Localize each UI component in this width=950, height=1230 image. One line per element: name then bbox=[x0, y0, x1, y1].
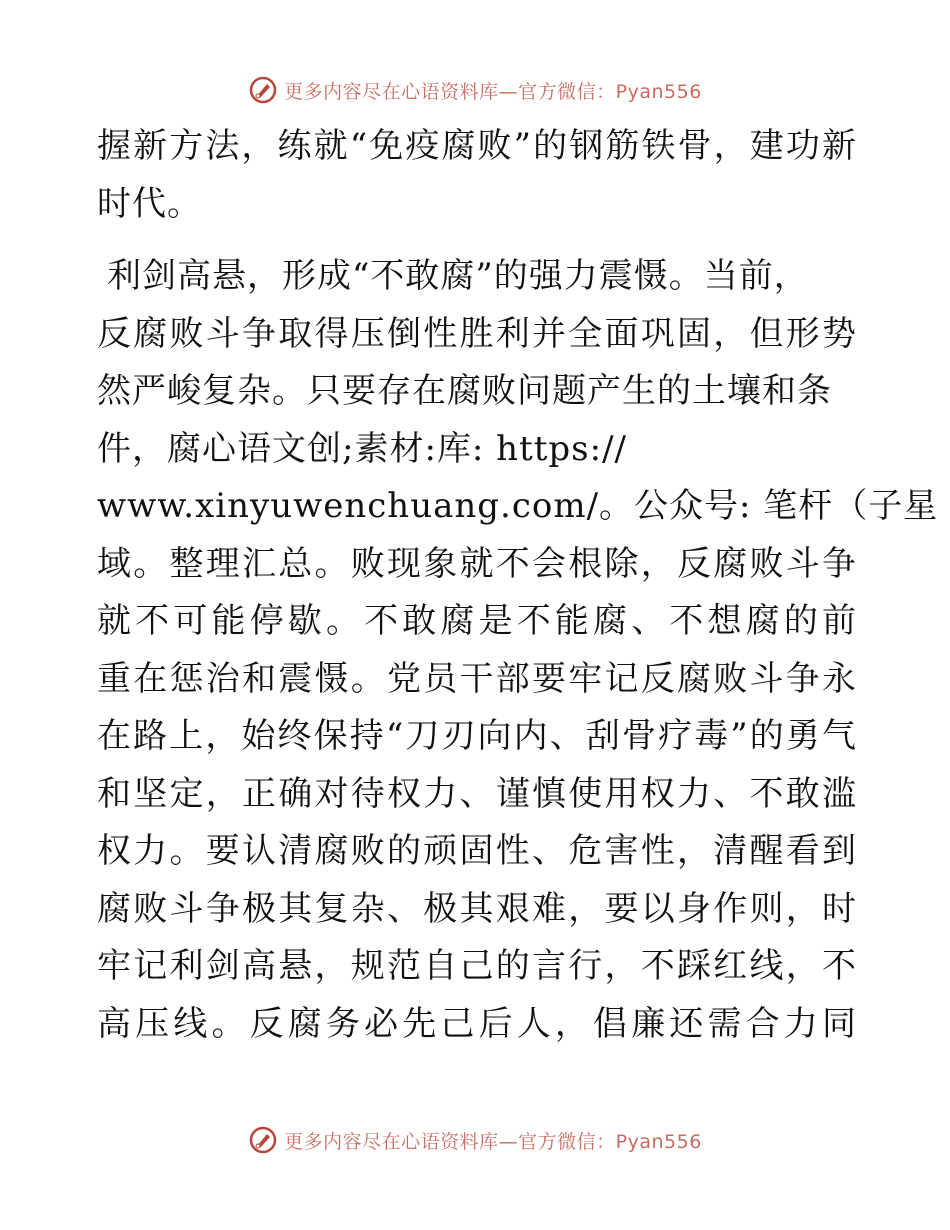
text-line: 和坚定，正确对待权力、谨慎使用权力、不敢滥 bbox=[97, 773, 857, 814]
text-line: 重在惩治和震慑。党员干部要牢记反腐败斗争永 bbox=[97, 658, 857, 699]
pen-nib-logo-icon bbox=[248, 1125, 278, 1155]
header-banner bbox=[0, 70, 950, 110]
text-line: 权力。要认清腐败的顽固性、危害性，清醒看到 bbox=[97, 831, 857, 871]
text-line: 然严峻复杂。只要存在腐败问题产生的土壤和条 bbox=[97, 371, 832, 411]
text-line: 时代。 bbox=[97, 183, 202, 224]
text-line: 反腐败斗争取得压倒性胜利并全面巩固，但形势 bbox=[97, 313, 857, 354]
text-line: 件，腐心语文创;素材:库: https:// bbox=[97, 428, 627, 469]
text-line: 就不可能停歇。不敢腐是不能腐、不想腐的前 bbox=[97, 601, 857, 641]
text-line: 高压线。反腐务必先己后人，倡廉还需合力同 bbox=[97, 1003, 857, 1044]
pen-nib-logo-icon bbox=[248, 75, 278, 105]
text-line: 利剑高悬，形成“不敢腐”的强力震慑。当前， bbox=[107, 256, 809, 296]
document-body bbox=[97, 118, 939, 1053]
text-line: 牢记利剑高悬，规范自己的言行，不踩红线，不 bbox=[97, 946, 857, 986]
footer-banner-text: 更多内容尽在心语资料库—官方微信：Pyan556 bbox=[284, 1130, 702, 1153]
text-line: 在路上，始终保持“刀刃向内、刮骨疗毒”的勇气 bbox=[97, 716, 857, 756]
footer-banner bbox=[0, 1120, 950, 1160]
text-line: www.xinyuwenchuang.com/。公众号: 笔杆（子星 bbox=[97, 486, 939, 526]
text-line: 腐败斗争极其复杂、极其艰难，要以身作则，时 bbox=[97, 888, 857, 929]
header-banner-text: 更多内容尽在心语资料库—官方微信：Pyan556 bbox=[284, 80, 702, 103]
text-line: 域。整理汇总。败现象就不会根除，反腐败斗争 bbox=[97, 543, 857, 584]
text-line: 握新方法，练就“免疫腐败”的钢筋铁骨，建功新 bbox=[97, 126, 857, 166]
